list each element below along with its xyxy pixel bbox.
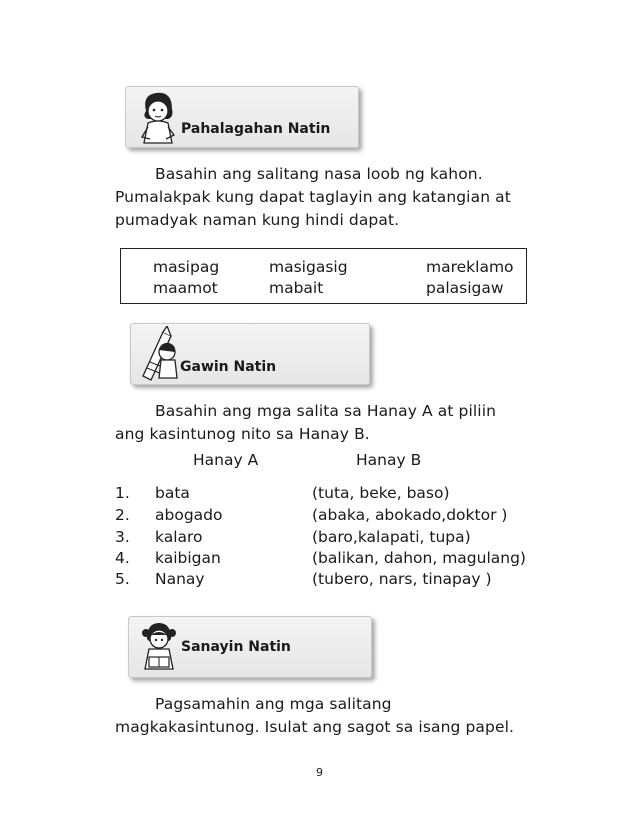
girl-illustration-icon (134, 89, 182, 145)
word: palasigaw (426, 279, 504, 297)
list-item (0, 506, 639, 527)
section-banner-gawin (130, 323, 370, 385)
instruction-paragraph (115, 400, 555, 446)
list-item (0, 484, 639, 505)
page-number: 9 (316, 766, 323, 779)
item-number: 3. (115, 528, 130, 546)
list-item (0, 549, 639, 570)
word-box (120, 248, 527, 304)
word: mabait (269, 279, 324, 297)
instruction-line: magkakasintunog. Isulat ang sagot sa isang papel. (115, 718, 515, 736)
section-title: Pahalagahan Natin (181, 121, 331, 137)
item-number: 5. (115, 570, 130, 588)
word: maamot (153, 279, 218, 297)
column-header-a: Hanay A (193, 451, 259, 469)
girl-reading-illustration-icon (137, 619, 181, 675)
item-word: bata (155, 484, 190, 502)
section-banner-sanayin (128, 616, 372, 678)
instruction-line: Pumalakpak kung dapat taglayin ang katangian at (115, 188, 511, 206)
item-word: kaibigan (155, 549, 221, 567)
instruction-line: ang kasintunog nito sa Hanay B. (115, 425, 370, 443)
instruction-paragraph (115, 163, 555, 232)
instruction-line: pumadyak naman kung hindi dapat. (115, 211, 400, 229)
word: masipag (153, 258, 220, 276)
boy-with-pencil-illustration-icon (137, 326, 185, 382)
list-item (0, 528, 639, 549)
item-choices: (tubero, nars, tinapay ) (312, 570, 492, 588)
column-header-b: Hanay B (356, 451, 422, 469)
item-number: 1. (115, 484, 130, 502)
list-item (0, 570, 639, 591)
item-word: Nanay (155, 570, 205, 588)
item-choices: (tuta, beke, baso) (312, 484, 450, 502)
item-number: 2. (115, 506, 130, 524)
instruction-line: Pagsamahin ang mga salitang (155, 695, 392, 713)
item-choices: (baro,kalapati, tupa) (312, 528, 471, 546)
instruction-line: Basahin ang mga salita sa Hanay A at piliin (155, 402, 497, 420)
instruction-line: Basahin ang salitang nasa loob ng kahon. (155, 165, 483, 183)
word: mareklamo (426, 258, 514, 276)
item-choices: (abaka, abokado,doktor ) (312, 506, 508, 524)
word: masigasig (269, 258, 348, 276)
item-word: abogado (155, 506, 223, 524)
section-banner-pahalagahan (125, 86, 359, 148)
section-title: Sanayin Natin (181, 639, 291, 655)
item-choices: (balikan, dahon, magulang) (312, 549, 526, 567)
item-number: 4. (115, 549, 130, 567)
section-title: Gawin Natin (180, 359, 277, 375)
instruction-paragraph (115, 693, 575, 739)
item-word: kalaro (155, 528, 203, 546)
